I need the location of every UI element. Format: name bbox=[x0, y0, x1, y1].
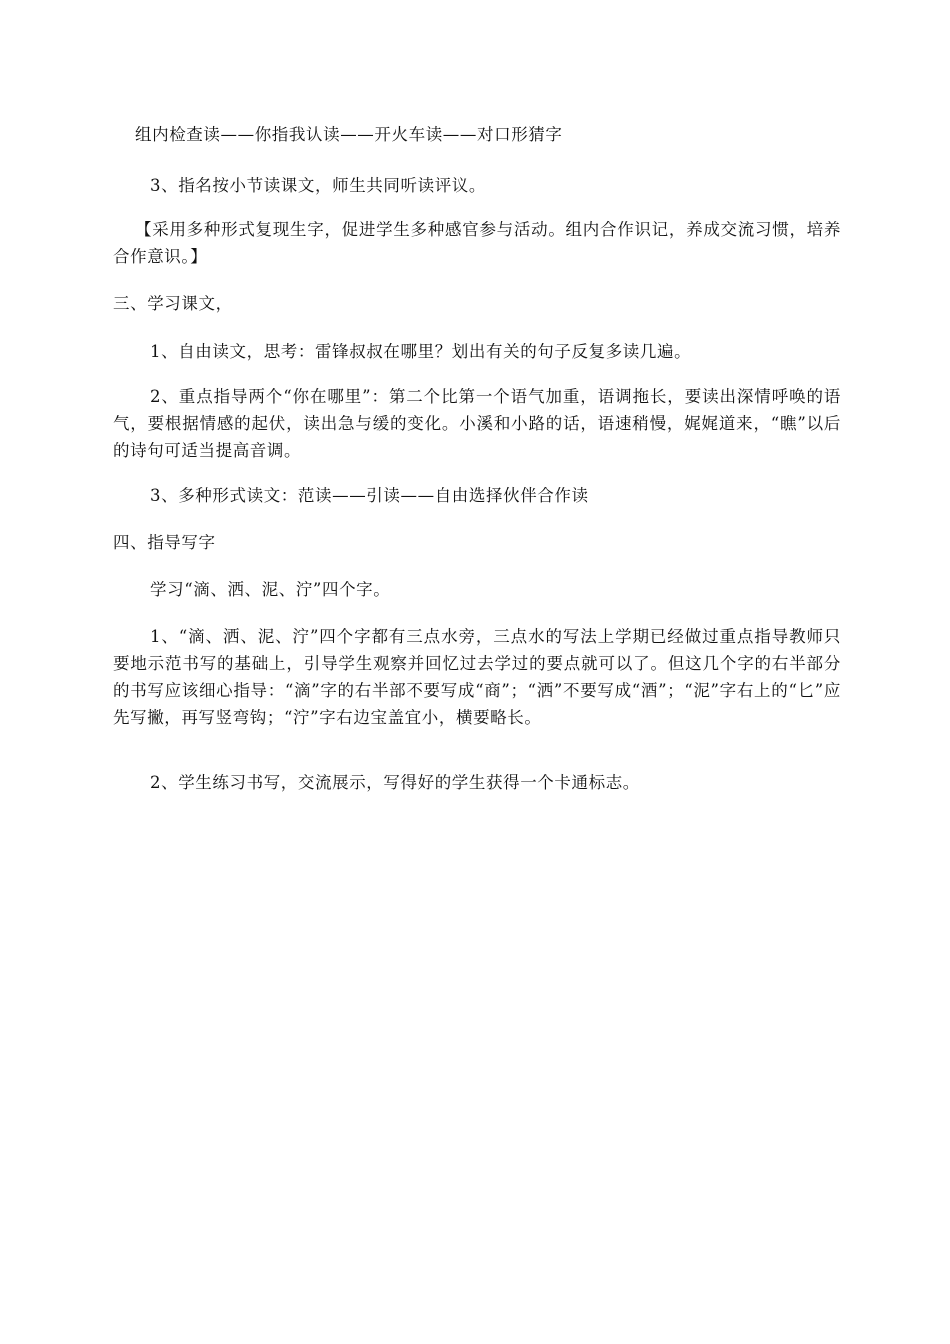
paragraph-method-note: 【采用多种形式复现生字，促进学生多种感官参与活动。组内合作识记，养成交流习惯，培养合作意识。】 bbox=[113, 220, 841, 266]
paragraph-multiple-reading-forms: 3、多种形式读文：范读——引读——自由选择伙伴合作读 bbox=[150, 486, 589, 505]
paragraph-writing-practice: 2、学生练习书写，交流展示，写得好的学生获得一个卡通标志。 bbox=[150, 773, 640, 792]
paragraph-learn-four-characters: 学习“滴、洒、泥、泞”四个字。 bbox=[150, 580, 391, 599]
section-heading-study-text: 三、学习课文， bbox=[113, 294, 233, 313]
paragraph-group-check-reading: 组内检查读——你指我认读——开火车读——对口形猜字 bbox=[135, 125, 563, 144]
paragraph-character-writing-details: 1、“滴、洒、泥、泞”四个字都有三点水旁，三点水的写法上学期已经做过重点指导教师只要地示范书写的基础上，引导学生观察并回忆过去学过的要点就可以了。但这几个字的右半部分的书写应该细心指导：“滴”字的右半部不要写成“商”；“洒”不要写成“酒”；“泥”字右上的“匕”应先写撇，再写竖弯钩；“泞”字右边宝盖宜小，横要略长。 bbox=[113, 627, 841, 727]
section-heading-writing-guidance: 四、指导写字 bbox=[113, 533, 216, 552]
paragraph-key-guidance: 2、重点指导两个“你在哪里”：第二个比第一个语气加重，语调拖长，要读出深情呼唤的语气，要根据情感的起伏，读出急与缓的变化。小溪和小路的话，语速稍慢，娓娓道来，“瞧”以后的诗句可适当提高音调。 bbox=[113, 387, 841, 460]
paragraph-reading-by-section: 3、指名按小节读课文，师生共同听读评议。 bbox=[150, 176, 486, 195]
paragraph-free-reading: 1、自由读文，思考：雷锋叔叔在哪里？划出有关的句子反复多读几遍。 bbox=[150, 342, 692, 361]
